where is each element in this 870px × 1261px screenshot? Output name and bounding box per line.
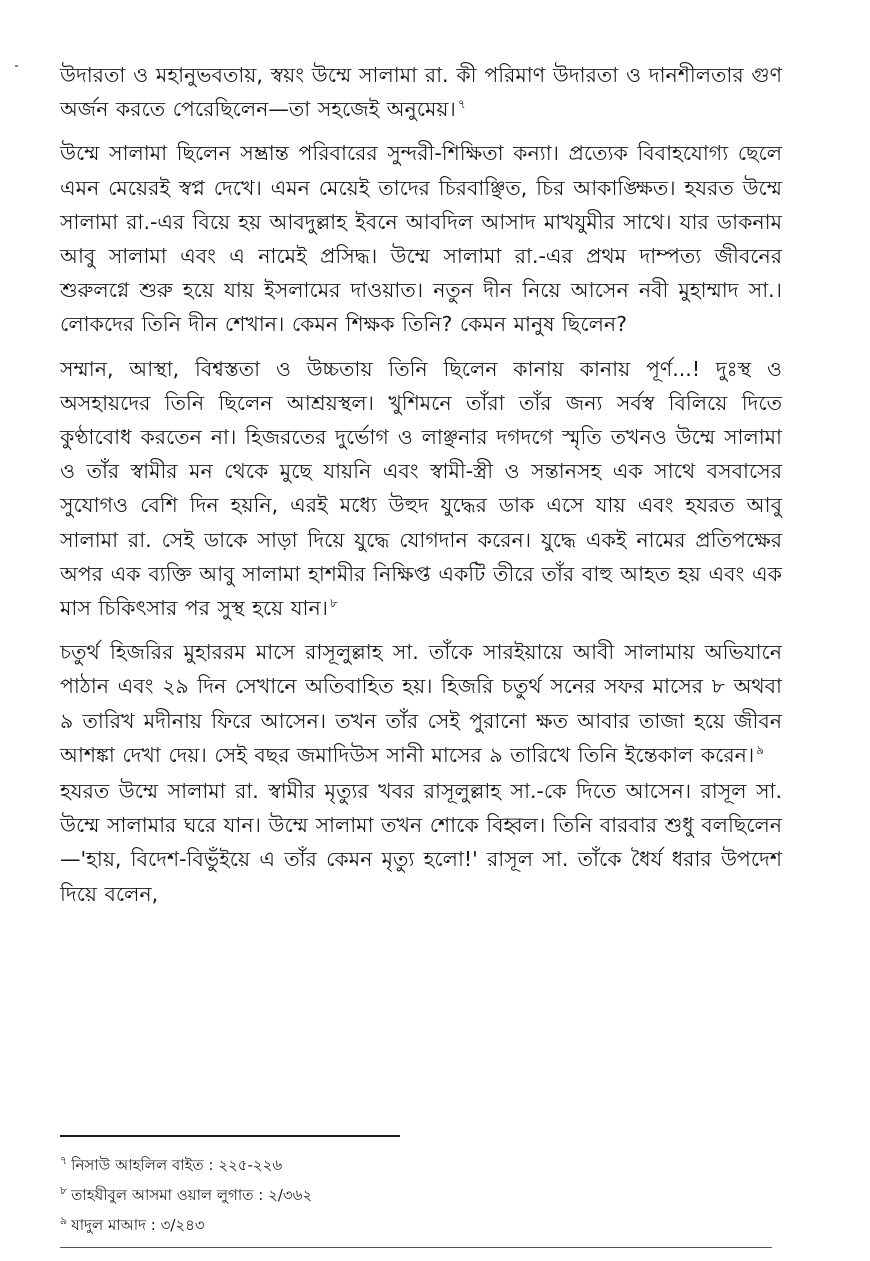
footnote-7: [60, 1148, 782, 1178]
body-text: [60, 58, 782, 921]
footnote-9: [60, 1208, 782, 1238]
footnote-text: তাহযীবুল আসমা ওয়াল লুগাত : ২/৩৬২: [71, 1186, 313, 1204]
footnote-text: নিসাউ আহলিল বাইত : ২২৫-২২৬: [71, 1156, 283, 1174]
paragraph-3: সম্মান, আস্থা, বিশ্বস্ততা ও উচ্চতায় তিনি ছিলেন কানায় কানায় পূর্ণ...! দুঃস্থ ও অসহায়দের তিনি ছিলেন আশ্রয়স্থল। খুশিমনে তাঁরা তাঁর জন্য সর্বস্ব বিলিয়ে দিতে কুণ্ঠাবোধ করতেন না। হিজরতের দুর্ভোগ ও লাঞ্ছনার দগদগে স্মৃতি তখনও উম্মে সালামা ও তাঁর স্বামীর মন থেকে মুছে যায়নি এবং স্বামী-স্ত্রী ও সন্তানসহ এক সাথে বসবাসের সুযোগও বেশি দিন হয়নি, এরই মধ্যে উহুদ যুদ্ধের ডাক এসে যায় এবং হযরত আবু সালামা রা. সেই ডাকে সাড়া দিয়ে যুদ্ধে যোগদান করেন। যুদ্ধে একই নামের প্রতিপক্ষের অপর এক ব্যক্তি আবু সালামা হাশমীর নিক্ষিপ্ত একটি তীরে তাঁর বাহু আহত হয় এবং এক মাস চিকিৎসার পর সুস্থ হয়ে যান। $^৮$: [60, 356, 782, 621]
footnote-ref-7: ৭: [457, 97, 466, 112]
footnote-8: [60, 1178, 782, 1208]
paragraph-5: হযরত উম্মে সালামা রা. স্বামীর মৃত্যুর খবর রাসূলুল্লাহ সা.-কে দিতে আসেন। রাসূল সা. উম্মে সালামার ঘরে যান। উম্মে সালামা তখন শোকে বিহ্বল। তিনি বারবার শুধু বলছিলেন—'হায়, বিদেশ-বিভুঁইয়ে এ তাঁর কেমন মৃত্যু হলো!' রাসূল সা. তাঁকে ধৈর্য ধরার উপদেশ দিয়ে বলেন,: [60, 779, 782, 906]
footnote-ref-8: ৮: [330, 596, 338, 611]
footnote-ref-9: ৯: [756, 743, 765, 758]
footnote-number: ৮: [60, 1184, 68, 1197]
paragraph-4: চতুর্থ হিজরির মুহাররম মাসে রাসূলুল্লাহ সা. তাঁকে সারইয়ায়ে আবী সালামায় অভিযানে পাঠান এবং ২৯ দিন সেখানে অতিবাহিত হয়। হিজরি চতুর্থ সনের সফর মাসের ৮ অথবা ৯ তারিখ মদীনায় ফিরে আসেন। তখন তাঁর সেই পুরানো ক্ষত আবার তাজা হয়ে জীবন আশঙ্কা দেখা দেয়। সেই বছর জমাদিউস সানী মাসের ৯ তারিখে তিনি ইন্তেকাল করেন। $^৯$: [60, 640, 782, 767]
margin-mark: [15, 65, 18, 67]
footnote-divider: [60, 1135, 400, 1137]
footnote-number: ৯: [60, 1214, 68, 1227]
paragraph-2: উম্মে সালামা ছিলেন সম্ভ্রান্ত পরিবারের সুন্দরী-শিক্ষিতা কন্যা। প্রত্যেক বিবাহযোগ্য ছেলে এমন মেয়েরই স্বপ্ন দেখে। এমন মেয়েই তাদের চিরবাঞ্ছিত, চির আকাঙ্ক্ষিত। হযরত উম্মে সালামা রা.-এর বিয়ে হয় আবদুল্লাহ ইবনে আবদিল আসাদ মাখযুমীর সাথে। যার ডাকনাম আবু সালামা এবং এ নামেই প্রসিদ্ধ। উম্মে সালামা রা.-এর প্রথম দাম্পত্য জীবনের শুরুলগ্নে শুরু হয়ে যায় ইসলামের দাওয়াত। নতুন দীন নিয়ে আসেন নবী মুহাম্মাদ সা.। লোকদের তিনি দীন শেখান। কেমন শিক্ষক তিনি? কেমন মানুষ ছিলেন?: [60, 141, 782, 337]
footnotes: [60, 1148, 782, 1238]
paragraph-1: উদারতা ও মহানুভবতায়, স্বয়ং উম্মে সালামা রা. কী পরিমাণ উদারতা ও দানশীলতার গুণ অর্জন করতে পেরেছিলেন—তা সহজেই অনুমেয়। $^৭$: [60, 63, 782, 122]
footnote-number: ৭: [60, 1154, 68, 1167]
footnote-text: যাদুল মাআদ : ৩/২৪৩: [71, 1216, 205, 1234]
page-bottom-rule: [60, 1247, 772, 1248]
